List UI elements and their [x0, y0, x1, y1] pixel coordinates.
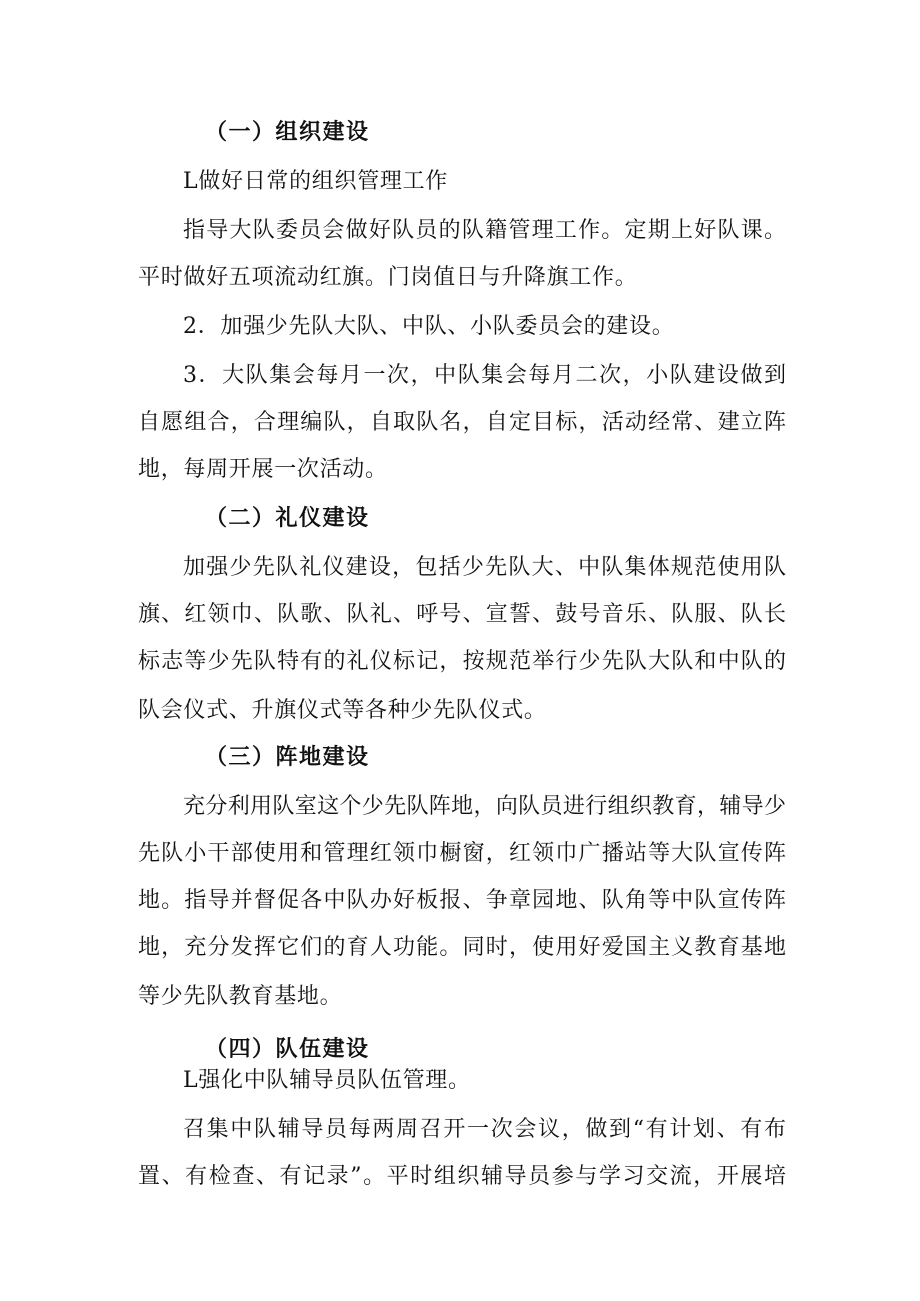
paragraph-line: 标志等少先队特有的礼仪标记，按规范举行少先队大队和中队的 — [138, 649, 786, 674]
paragraph-line: 地。指导并督促各中队办好板报、争章园地、队角等中队宣传阵 — [138, 888, 786, 913]
paragraph-line: L做好日常的组织管理工作 — [183, 169, 449, 194]
paragraph-line: 平时做好五项流动红旗。门岗值日与升降旗工作。 — [138, 265, 638, 290]
paragraph-line: 等少先队教育基地。 — [138, 984, 343, 1009]
paragraph-line: 队会仪式、升旗仪式等各种少先队仪式。 — [138, 698, 547, 723]
paragraph-line: 2．加强少先队大队、中队、小队委员会的建设。 — [183, 314, 675, 339]
section-heading-etiquette: （二）礼仪建设 — [205, 506, 370, 531]
section-heading-position: （三）阵地建设 — [205, 745, 370, 770]
section-heading-organization: （一）组织建设 — [205, 120, 370, 145]
paragraph-line: 地，充分发挥它们的育人功能。同时，使用好爱国主义教育基地 — [138, 935, 786, 960]
paragraph-line: 置、有检查、有记录”。平时组织辅导员参与学习交流，开展培 — [138, 1164, 786, 1189]
section-heading-team: （四）队伍建设 — [205, 1037, 370, 1062]
paragraph-line: 自愿组合，合理编队，自取队名，自定目标，活动经常、建立阵 — [138, 410, 786, 435]
paragraph-line: 召集中队辅导员每两周召开一次会议，做到“有计划、有布 — [183, 1117, 786, 1142]
paragraph-line: 3．大队集会每月一次，中队集会每月二次，小队建设做到 — [183, 363, 786, 388]
paragraph-line: 地，每周开展一次活动。 — [138, 457, 388, 482]
paragraph-line: 加强少先队礼仪建设，包括少先队大、中队集体规范使用队 — [183, 555, 786, 580]
paragraph-line: 指导大队委员会做好队员的队籍管理工作。定期上好队课。 — [183, 218, 786, 243]
paragraph-line: 充分利用队室这个少先队阵地，向队员进行组织教育，辅导少 — [183, 794, 786, 819]
paragraph-line: L强化中队辅导员队伍管理。 — [183, 1068, 471, 1093]
paragraph-line: 先队小干部使用和管理红领巾橱窗，红领巾广播站等大队宣传阵 — [138, 841, 786, 866]
paragraph-line: 旗、红领巾、队歌、队礼、呼号、宣誓、鼓号音乐、队服、队长 — [138, 602, 786, 627]
